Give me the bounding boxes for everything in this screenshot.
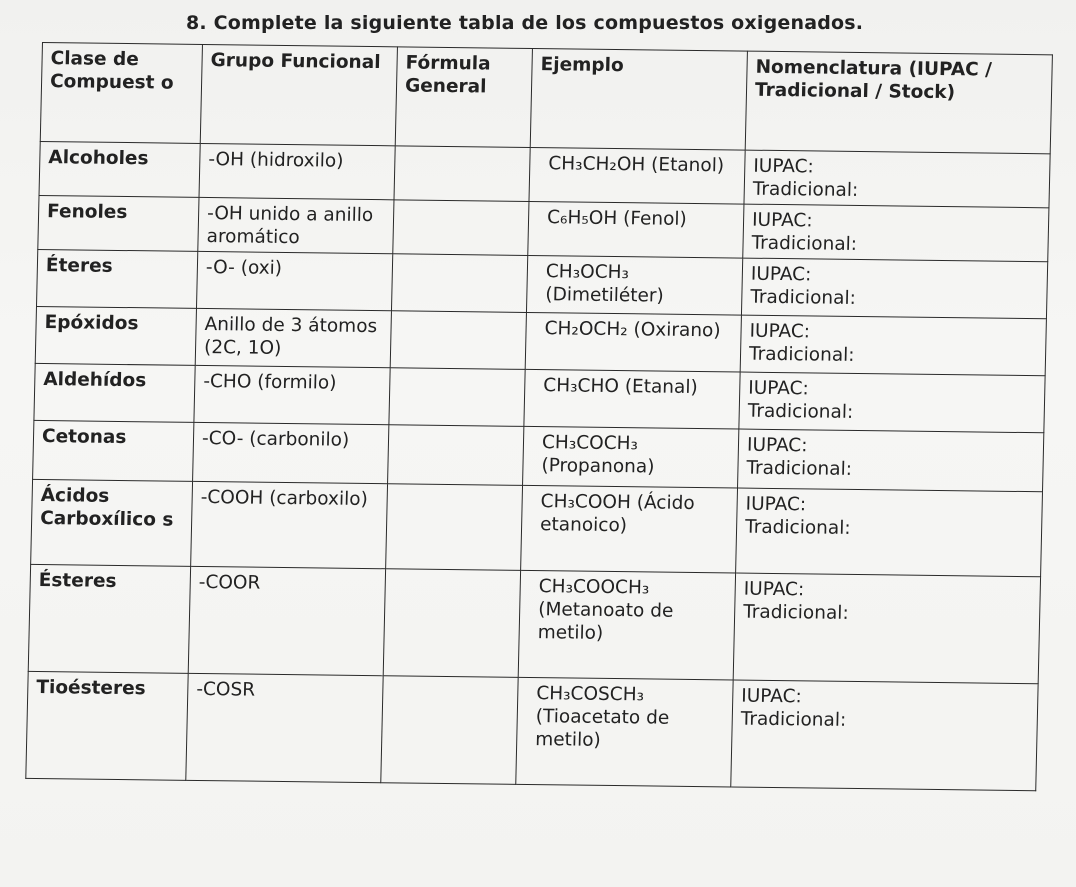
cell-nomenclatura[interactable] <box>733 573 1040 684</box>
cell-clase: Fenoles <box>38 195 199 251</box>
tradicional-label: Tradicional: <box>748 343 855 366</box>
iupac-label: IUPAC: <box>751 209 813 232</box>
cell-ejemplo: CH₃COCH₃ (Propanona) <box>523 426 739 488</box>
tradicional-label: Tradicional: <box>746 457 853 480</box>
cell-ejemplo: CH₃COSCH₃ (Tioacetato de metilo) <box>516 677 733 787</box>
cell-nomenclatura[interactable] <box>744 150 1050 208</box>
cell-nomenclatura[interactable] <box>740 315 1046 376</box>
cell-formula-blank[interactable] <box>388 425 524 486</box>
cell-ejemplo: CH₃CHO (Etanal) <box>524 369 740 429</box>
tradicional-label: Tradicional: <box>747 400 854 423</box>
cell-ejemplo: CH₃COOH (Ácido etanoico) <box>521 485 738 573</box>
cell-nomenclatura[interactable] <box>741 258 1047 319</box>
cell-formula-blank[interactable] <box>383 569 520 678</box>
cell-grupo: -COOR <box>188 566 385 675</box>
table-row <box>26 671 1038 790</box>
cell-formula-blank[interactable] <box>390 311 526 370</box>
cell-grupo: -OH unido a anillo aromático <box>198 197 394 253</box>
cell-formula-blank[interactable] <box>393 200 529 256</box>
cell-nomenclatura[interactable] <box>739 372 1045 433</box>
cell-grupo: -COOH (carboxilo) <box>191 481 388 568</box>
cell-grupo: -OH (hidroxilo) <box>199 143 395 199</box>
cell-formula-blank[interactable] <box>386 484 523 571</box>
header-nomenclatura: Nomenclatura (IUPAC / Tradicional / Stock) <box>745 51 1052 154</box>
header-formula: Fórmula General <box>395 47 532 148</box>
cell-nomenclatura[interactable] <box>738 429 1044 492</box>
table-row <box>31 479 1043 576</box>
tradicional-label: Tradicional: <box>750 286 857 309</box>
iupac-label: IUPAC: <box>750 263 812 286</box>
header-clase: Clase de Compuest o <box>40 43 202 144</box>
cell-grupo: -COSR <box>186 673 383 782</box>
iupac-label: IUPAC: <box>746 434 808 457</box>
tradicional-label: Tradicional: <box>744 516 851 539</box>
table-row <box>28 564 1040 683</box>
cell-formula-blank[interactable] <box>391 254 527 313</box>
cell-clase: Alcoholes <box>39 141 200 197</box>
iupac-label: IUPAC: <box>753 155 815 178</box>
cell-ejemplo: CH₃COOCH₃ (Metanoato de metilo) <box>518 570 735 680</box>
tradicional-label: Tradicional: <box>742 601 849 624</box>
cell-clase: Ácidos Carboxílico s <box>31 479 193 566</box>
tradicional-label: Tradicional: <box>751 232 858 255</box>
cell-ejemplo: C₆H₅OH (Fenol) <box>528 201 744 258</box>
cell-clase: Tioésteres <box>26 671 188 780</box>
cell-grupo: -O- (oxi) <box>196 251 392 310</box>
header-grupo: Grupo Funcional <box>200 44 397 145</box>
cell-clase: Aldehídos <box>34 363 195 422</box>
cell-nomenclatura[interactable] <box>736 488 1043 577</box>
exercise-title: 8. Complete la siguiente tabla de los compuestos oxigenados. <box>186 12 864 34</box>
cell-formula-blank[interactable] <box>389 368 525 427</box>
cell-clase: Ésteres <box>28 564 190 673</box>
cell-clase: Epóxidos <box>35 306 196 365</box>
cell-nomenclatura[interactable] <box>731 680 1038 791</box>
tradicional-label: Tradicional: <box>740 708 847 731</box>
iupac-label: IUPAC: <box>741 685 802 708</box>
cell-ejemplo: CH₃OCH₃ (Dimetiléter) <box>526 255 742 315</box>
iupac-label: IUPAC: <box>749 320 811 343</box>
iupac-label: IUPAC: <box>745 493 807 516</box>
table-container <box>24 42 1062 849</box>
iupac-label: IUPAC: <box>743 578 805 601</box>
cell-ejemplo: CH₃CH₂OH (Etanol) <box>529 147 745 204</box>
cell-clase: Cetonas <box>33 420 194 481</box>
tradicional-label: Tradicional: <box>752 178 859 201</box>
cell-grupo: Anillo de 3 átomos (2C, 1O) <box>195 308 391 367</box>
header-row <box>40 43 1052 154</box>
cell-grupo: -CO- (carbonilo) <box>193 422 389 483</box>
iupac-label: IUPAC: <box>748 377 809 400</box>
cell-formula-blank[interactable] <box>381 676 518 785</box>
cell-grupo: -CHO (formilo) <box>194 365 390 424</box>
cell-formula-blank[interactable] <box>394 146 530 202</box>
cell-clase: Éteres <box>36 249 197 308</box>
cell-ejemplo: CH₂OCH₂ (Oxirano) <box>525 312 741 372</box>
cell-nomenclatura[interactable] <box>743 204 1049 262</box>
header-ejemplo: Ejemplo <box>530 48 747 150</box>
compounds-table <box>25 42 1053 791</box>
